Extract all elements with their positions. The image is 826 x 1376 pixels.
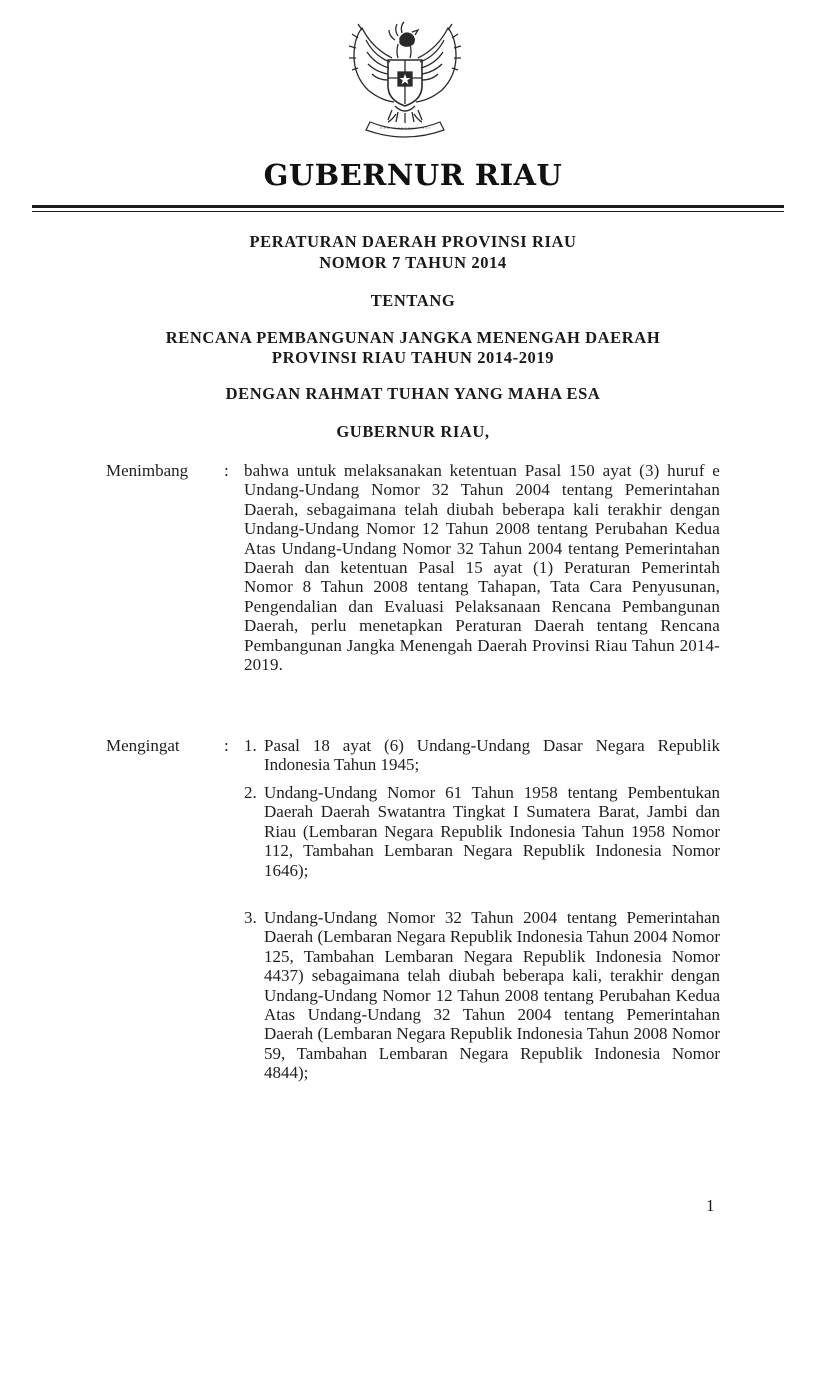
mengingat-item [244, 783, 720, 880]
tentang-heading: TENTANG [370, 291, 456, 310]
mengingat-item-text: Pasal 18 ayat (6) Undang-Undang Dasar Negara Republik Indonesia Tahun 1945; [264, 736, 720, 775]
governor-title: GUBERNUR RIAU [263, 158, 563, 192]
garuda-emblem-icon [340, 18, 470, 148]
mengingat-item-number: 2. [244, 783, 257, 802]
subject-line-2: PROVINSI RIAU TAHUN 2014-2019 [271, 348, 555, 367]
menimbang-colon: : [224, 461, 229, 480]
regulation-title: PERATURAN DAERAH PROVINSI RIAU [249, 232, 577, 251]
mengingat-item-number: 1. [244, 736, 257, 755]
mengingat-label: Mengingat [106, 736, 180, 755]
page-number: 1 [706, 1196, 715, 1215]
subject-line-1: RENCANA PEMBANGUNAN JANGKA MENENGAH DAERAH [165, 328, 661, 347]
mengingat-colon: : [224, 736, 229, 755]
menimbang-label: Menimbang [106, 461, 189, 480]
authority-heading: GUBERNUR RIAU, [336, 422, 490, 441]
mengingat-item-text: Undang-Undang Nomor 61 Tahun 1958 tentang Pembentukan Daerah Daerah Swatantra Tingkat I Sumatera Barat, Jambi dan Riau (Lembaran Negara Republik Indonesia Tahun 1958 Nomor 112, Tambahan Lembaran Negara Republik Indonesia Nomor 1646); [264, 783, 720, 880]
mengingat-item-number: 3. [244, 908, 257, 927]
mengingat-item [244, 736, 720, 775]
mengingat-item-text: Undang-Undang Nomor 32 Tahun 2004 tentang Pemerintahan Daerah (Lembaran Negara Republik Indonesia Tahun 2004 Nomor 125, Tambahan Lembaran Negara Republik Indonesia Nomor 4437) sebagaimana telah diubah beberapa kali, terakhir dengan Undang-Undang Nomor 12 Tahun 2008 tentang Perubahan Kedua Atas Undang-Undang 32 Tahun 2004 tentang Pemerintahan Daerah (Lembaran Negara Republik Indonesia Tahun 2008 Nomor 59, Tambahan Lembaran Negara Republik Indonesia Nomor 4844); [264, 908, 720, 1083]
mengingat-item [244, 908, 720, 1083]
header-divider-thin [32, 211, 784, 212]
regulation-number: NOMOR 7 TAHUN 2014 [319, 253, 507, 272]
rahmat-heading: DENGAN RAHMAT TUHAN YANG MAHA ESA [225, 384, 601, 403]
header-divider-thick [32, 205, 784, 208]
menimbang-text: bahwa untuk melaksanakan ketentuan Pasal 150 ayat (3) huruf e Undang-Undang Nomor 32 Tahun 2004 tentang Pemerintahan Daerah, sebagaimana telah diubah beberapa kali terakhir dengan Undang-Undang Nomor 12 Tahun 2008 tentang Perubahan Kedua Atas Undang-Undang Nomor 32 Tahun 2004 tentang Pemerintahan Daerah dan ketentuan Pasal 15 ayat (1) Peraturan Pemerintah Nomor 8 Tahun 2008 tentang Tahapan, Tata Cara Penyusunan, Pengendalian dan Evaluasi Pelaksanaan Rencana Pembangunan Daerah, perlu menetapkan Peraturan Daerah tentang Rencana Pembangunan Jangka Menengah Daerah Provinsi Riau Tahun 2014-2019. [244, 461, 720, 675]
